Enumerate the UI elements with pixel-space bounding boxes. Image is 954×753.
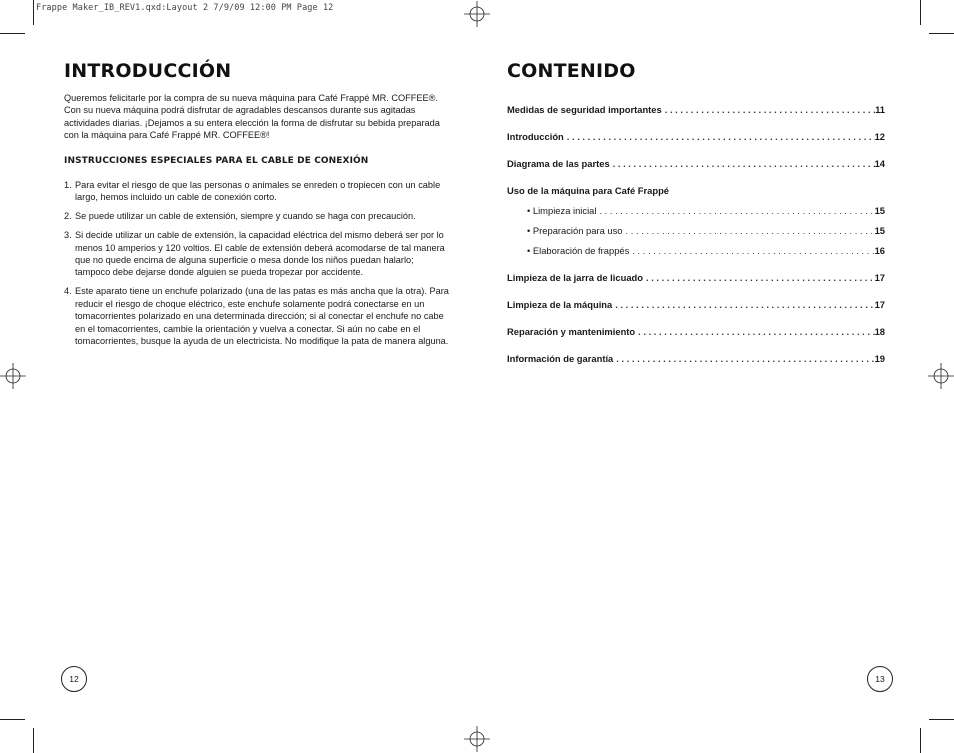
crop-mark [33, 0, 34, 25]
toc-leader [643, 272, 875, 283]
intro-paragraph [64, 92, 450, 141]
crosshair-circle-icon [928, 363, 954, 389]
toc-entry-label: Introducción [507, 131, 564, 142]
toc-leader [612, 299, 874, 310]
toc-entry[interactable] [507, 272, 885, 286]
list-item-number: 1. [64, 180, 72, 190]
list-item [64, 285, 450, 347]
toc-entry-page: 12 [874, 131, 885, 142]
page-title-contenido: CONTENIDO [507, 60, 636, 82]
toc-entry-label: Información de garantía [507, 353, 614, 364]
toc-entry-label: • Preparación para uso [527, 225, 623, 236]
toc-entry[interactable] [507, 131, 885, 145]
toc-leader [564, 131, 875, 142]
toc-section-heading[interactable]: Uso de la máquina para Café Frappé [507, 185, 670, 196]
toc-entry-label: • Elaboración de frappés [527, 245, 630, 256]
toc-leader [623, 225, 875, 236]
toc-entry-page: 19 [874, 353, 885, 364]
toc-subentry[interactable] [527, 245, 885, 259]
crosshair-circle-icon [0, 363, 26, 389]
toc-entry-page: 15 [874, 225, 885, 236]
page-title-introduccion: INTRODUCCIÓN [64, 60, 232, 82]
crosshair-circle-icon [464, 726, 490, 752]
list-item-number: 3. [64, 230, 72, 241]
toc-entry-label: Reparación y mantenimiento [507, 326, 636, 337]
list-item-text: Para evitar el riesgo de que las personas o animales se enreden o tropiecen con un cable largo, hemos incluido un cable de conexión corto. [75, 180, 441, 203]
toc-entry-page: 15 [874, 205, 885, 216]
toc-subentry[interactable] [527, 225, 885, 239]
toc-entry-page: 14 [874, 158, 885, 169]
toc-entry-page: 18 [874, 326, 885, 337]
toc-entry[interactable] [507, 326, 885, 340]
toc-leader [610, 158, 875, 169]
toc-entry[interactable] [507, 299, 885, 313]
toc-entry[interactable] [507, 104, 885, 118]
intro-text: Queremos felicitarle por la compra de su nueva máquina para Café Frappé MR. COFFEE®. Con su nueva máquina podrá disfrutar de agradables descansos durante sus agitadas actividades diarias. ¡Dejamos a su entera elección la forma de disfrutar su bebida preparada con la máquina para Café Frappé MR. COFFEE®! [64, 93, 440, 140]
crop-mark [0, 33, 25, 34]
toc-leader [613, 353, 874, 364]
crop-mark [920, 0, 921, 25]
crop-mark [929, 33, 954, 34]
toc-leader [596, 205, 874, 216]
list-item-text: Se puede utilizar un cable de extensión, siempre y cuando se haga con precaución. [75, 211, 416, 222]
toc-entry-label: Limpieza de la máquina [507, 299, 613, 310]
toc-entry-page: 11 [875, 104, 885, 115]
toc-entry-page: 16 [874, 245, 885, 256]
list-item [64, 229, 450, 279]
toc-entry-page: 17 [874, 272, 885, 283]
toc-entry-label: Diagrama de las partes [507, 158, 610, 169]
cord-instructions-list [64, 179, 450, 354]
crop-mark [920, 728, 921, 753]
list-item [64, 210, 450, 222]
toc-leader [635, 326, 874, 337]
page-number-right: 13 [867, 666, 893, 692]
list-item-text: Si decide utilizar un cable de extensión, la capacidad eléctrica del mismo deberá ser por lo menos 10 amperios y 120 voltios. El cable de extensión deberá acomodarse de tal manera que no quede encima de alguna superficie o mesa donde los niños puedan halarlo; tampoco debe dejarse donde alguien se pueda tropezar por accidente. [75, 230, 445, 278]
toc-subentry[interactable] [527, 205, 885, 219]
toc-entry-label: Medidas de seguridad importantes [507, 104, 662, 115]
crosshair-circle-icon [464, 1, 490, 27]
page-number-left: 12 [61, 666, 87, 692]
cord-instructions-heading: INSTRUCCIONES ESPECIALES PARA EL CABLE DE CONEXIÓN [64, 156, 369, 166]
toc-leader [629, 245, 874, 256]
toc-entry-page: 17 [874, 299, 885, 310]
toc-entry[interactable] [507, 353, 885, 367]
toc-leader [662, 104, 875, 115]
list-item-text: Este aparato tiene un enchufe polarizado (una de las patas es más ancha que la otra). Para reducir el riesgo de choque eléctrico, este enchufe solamente podrá conectarse en un tomacorrientes polarizado en una determinada dirección; si al conectar el enchufe no cabe en el tomacorrientes, cambie la orientación y vuelva a conectar. Si aún no cabe en el tomacorrientes, busque la ayuda de un electricista. No modifique la pata de manera alguna. [75, 286, 449, 346]
crop-mark [0, 719, 25, 720]
crop-mark [33, 728, 34, 753]
list-item [64, 179, 450, 204]
crop-mark [929, 719, 954, 720]
toc-entry[interactable] [507, 158, 885, 172]
printer-slug: Frappe Maker_IB_REV1.qxd:Layout 2 7/9/09 12:00 PM Page 12 [36, 3, 334, 13]
list-item-number: 4. [64, 286, 72, 297]
list-item-number: 2. [64, 211, 72, 222]
toc-entry-label: • Limpieza inicial [527, 205, 597, 216]
toc-entry-label: Limpieza de la jarra de licuado [507, 272, 643, 283]
